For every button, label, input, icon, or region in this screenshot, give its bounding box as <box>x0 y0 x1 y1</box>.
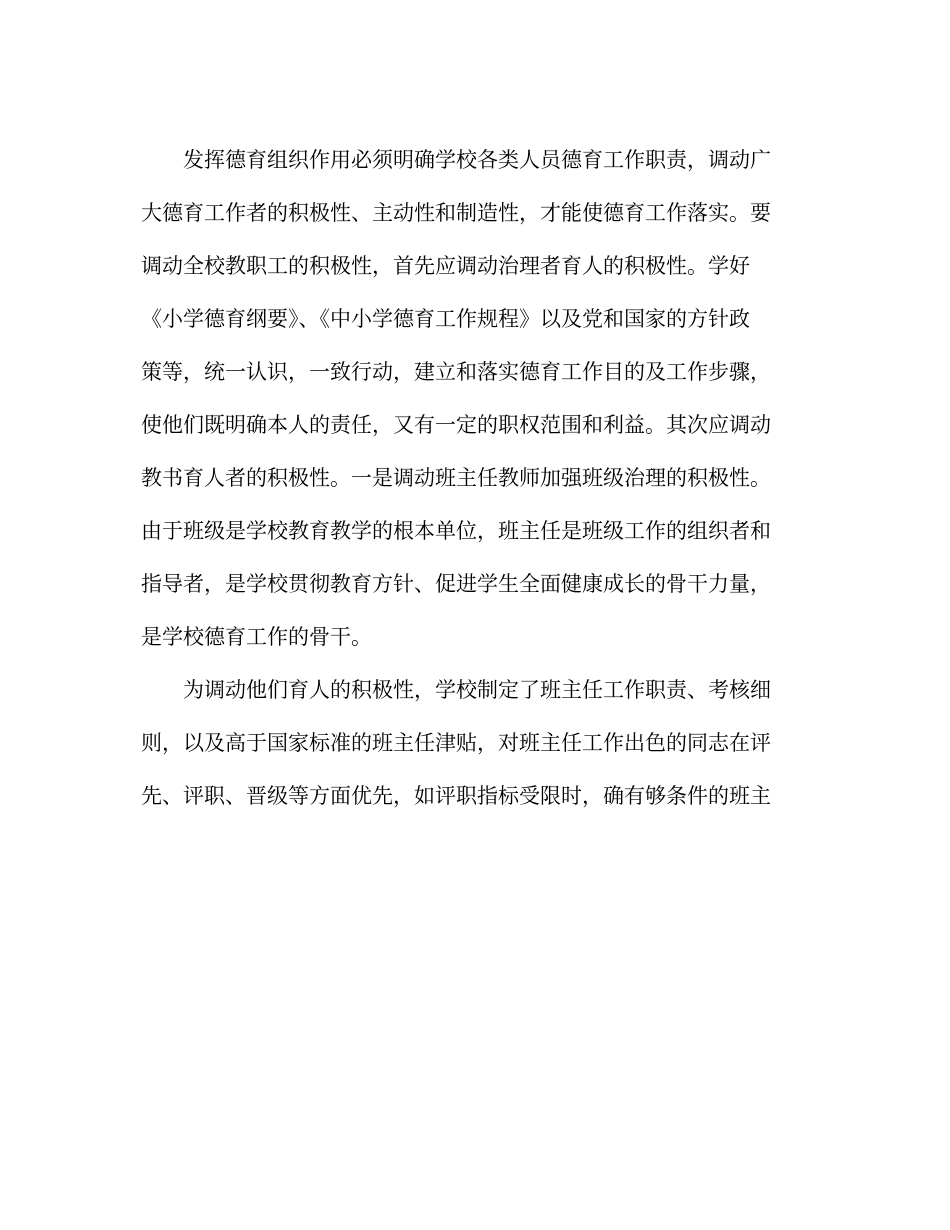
document-body <box>141 134 807 823</box>
paragraph-line: 发挥德育组织作用必须明确学校各类人员德育工作职责，调动广 <box>183 148 771 172</box>
paragraph-line: 则，以及高于国家标准的班主任津贴，对班主任工作出色的同志在评 <box>141 731 771 755</box>
paragraph-line: 由于班级是学校教育教学的根本单位，班主任是班级工作的组织者和 <box>141 519 771 543</box>
paragraph-line: 教书育人者的积极性。一是调动班主任教师加强班级治理的积极性。 <box>141 466 771 490</box>
paragraph-1 <box>141 134 807 664</box>
paragraph-line: 调动全校教职工的积极性，首先应调动治理者育人的积极性。学好 <box>141 254 750 278</box>
paragraph-line: 指导者，是学校贯彻教育方针、促进学生全面健康成长的骨干力量， <box>141 572 771 596</box>
paragraph-line: 大德育工作者的积极性、主动性和制造性，才能使德育工作落实。要 <box>141 201 771 225</box>
paragraph-line: 使他们既明确本人的责任，又有一定的职权范围和利益。其次应调动 <box>141 413 771 437</box>
paragraph-line: 策等，统一认识，一致行动，建立和落实德育工作目的及工作步骤， <box>141 360 771 384</box>
paragraph-line: 是学校德育工作的骨干。 <box>141 625 372 649</box>
paragraph-line: 为调动他们育人的积极性，学校制定了班主任工作职责、考核细 <box>183 678 771 702</box>
paragraph-2 <box>141 664 807 823</box>
paragraph-line: 《小学德育纲要》、《中小学德育工作规程》以及党和国家的方针政 <box>141 307 750 331</box>
paragraph-line: 先、评职、晋级等方面优先，如评职指标受限时，确有够条件的班主 <box>141 784 771 808</box>
